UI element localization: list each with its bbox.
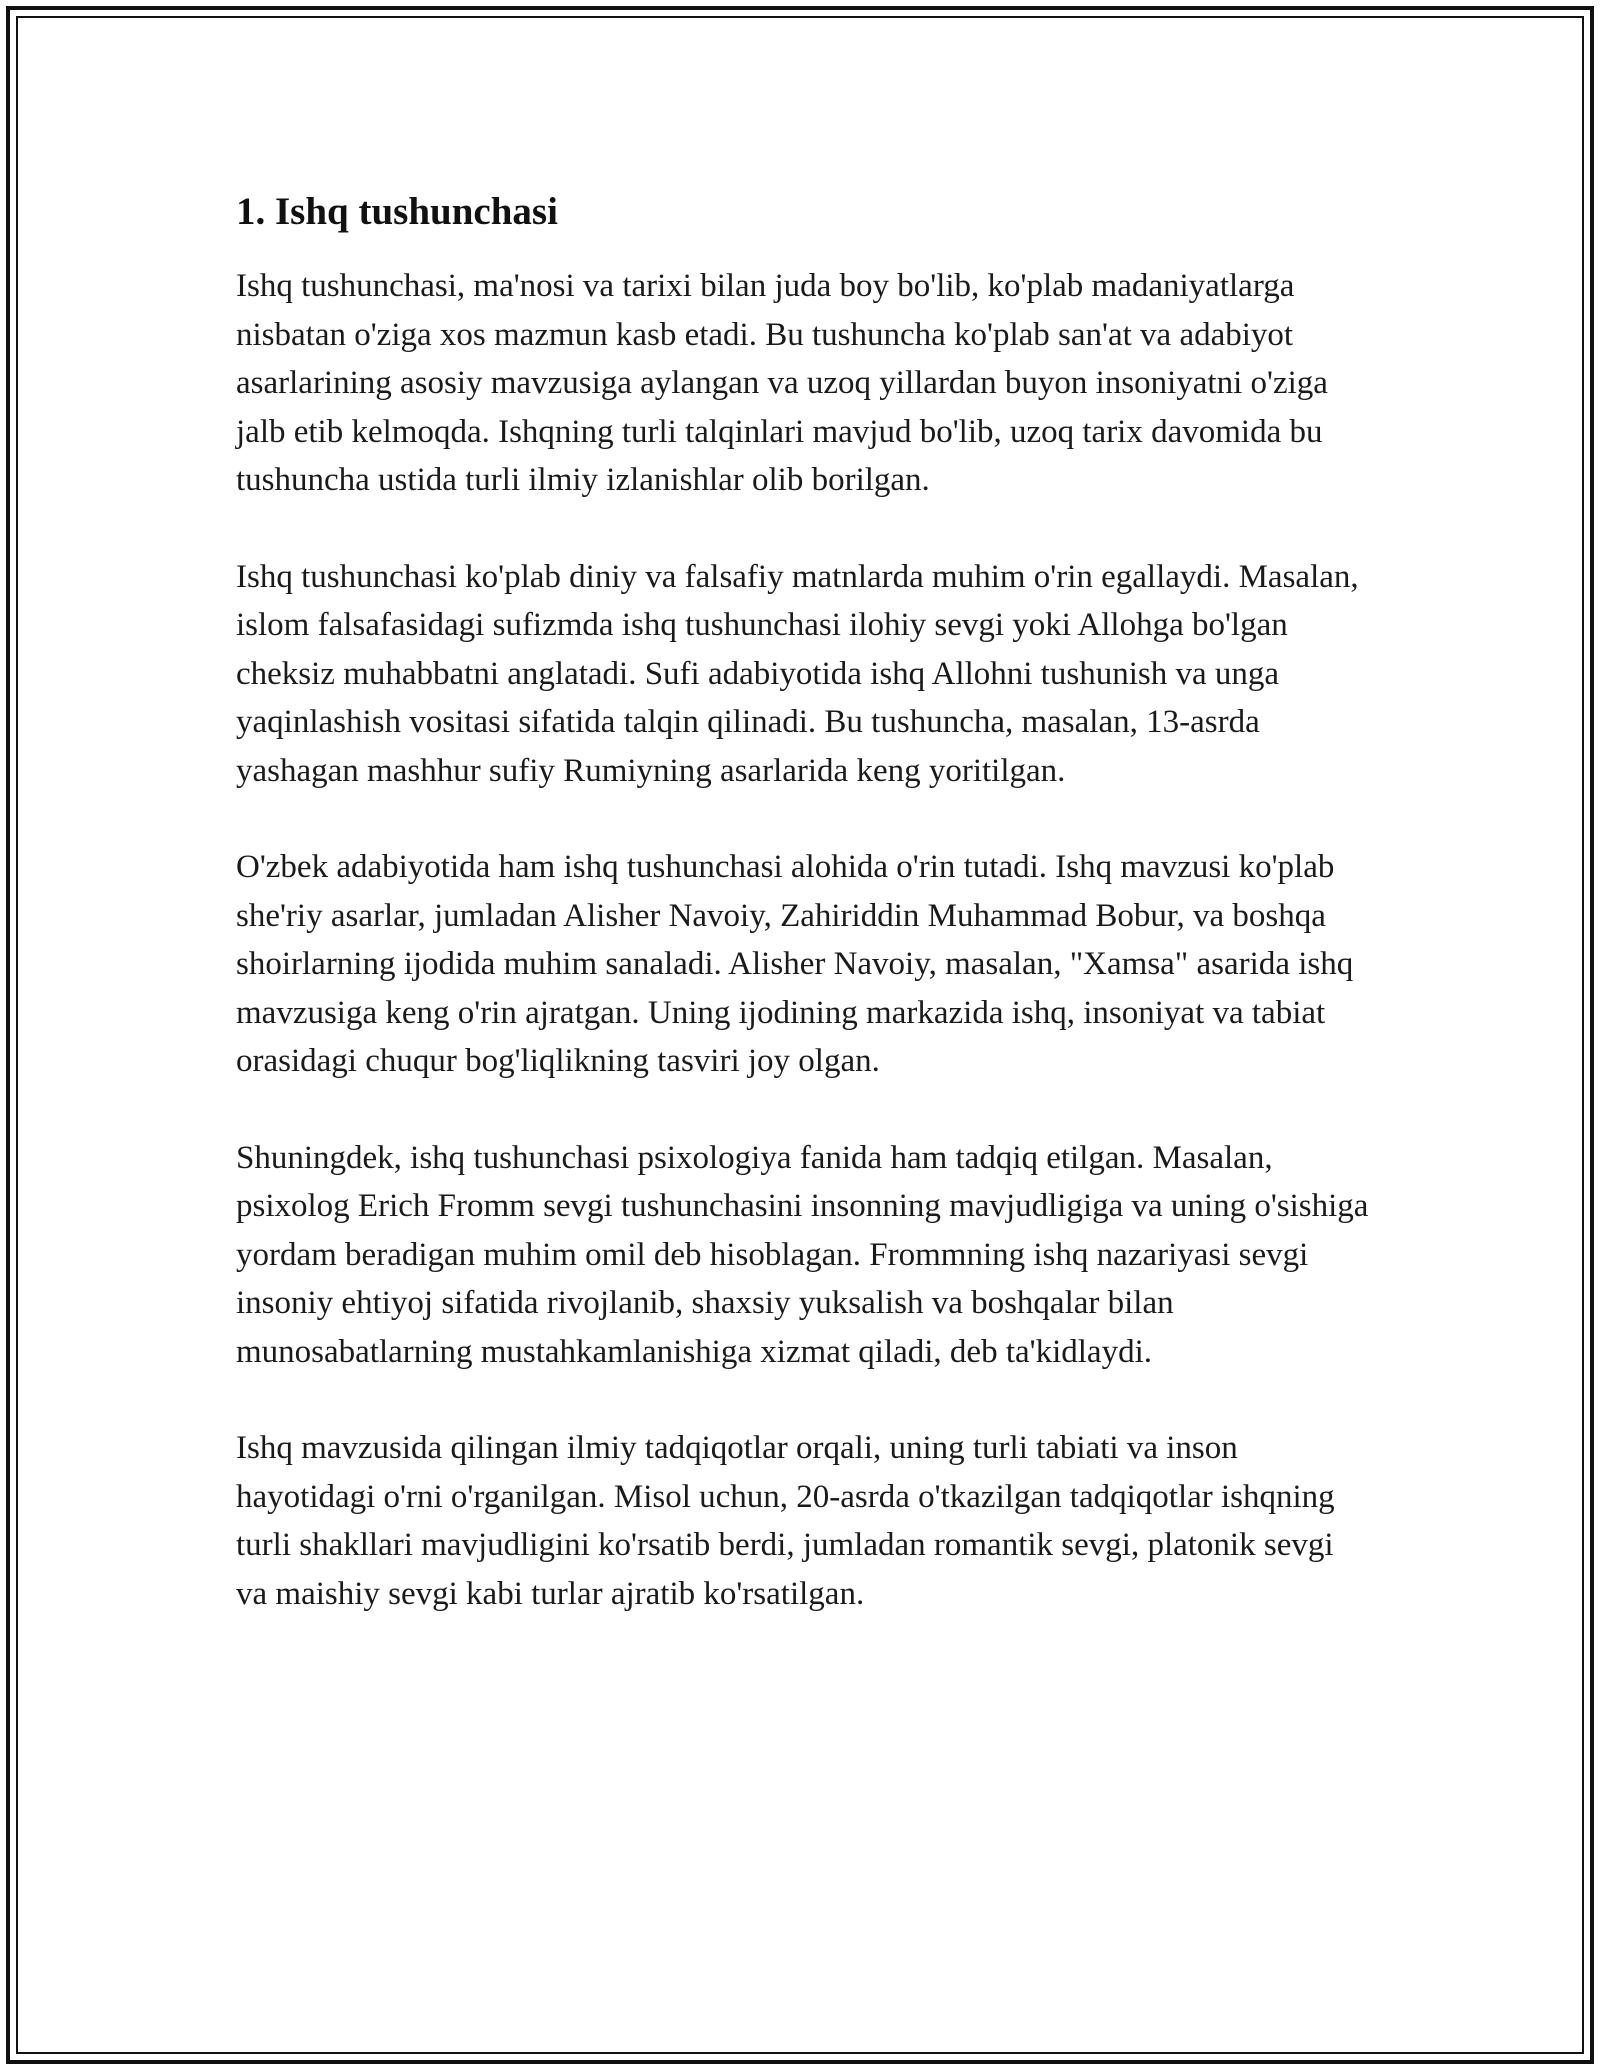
paragraph-5: Ishq mavzusida qilingan ilmiy tadqiqotlar orqali, uning turli tabiati va inson hayotidagi o'rni o'rganilgan. Misol uchun, 20-asrda o'tkazilgan tadqiqotlar ishqning turli shakllari mavjudligini ko'rsatib berdi, jumladan romantik sevgi, platonik sevgi va maishiy sevgi kabi turlar ajratib ko'rsatilgan.	[236, 1430, 1335, 1612]
paragraph-4: Shuningdek, ishq tushunchasi psixologiya fanida ham tadqiq etilgan. Masalan, psixolog Erich Fromm sevgi tushunchasini insonning mavjudligiga va uning o'sishiga yordam beradigan muhim omil deb hisoblagan. Frommning ishq nazariyasi sevgi insoniy ehtiyoj sifatida rivojlanib, shaxsiy yuksalish va boshqalar bilan munosabatlarning mustahkamlanishiga xizmat qiladi, deb ta'kidlaydi.	[236, 1139, 1369, 1370]
paragraph-1: Ishq tushunchasi, ma'nosi va tarixi bilan juda boy bo'lib, ko'plab madaniyatlarga nisbatan o'ziga xos mazmun kasb etadi. Bu tushuncha ko'plab san'at va adabiyot asarlarining asosiy mavzusiga aylangan va uzoq yillardan buyon insoniyatni o'ziga jalb etib kelmoqda. Ishqning turli talqinlari mavjud bo'lib, uzoq tarix davomida bu tushuncha ustida turli ilmiy izlanishlar olib borilgan.	[236, 268, 1328, 498]
paragraph-3: O'zbek adabiyotida ham ishq tushunchasi alohida o'rin tutadi. Ishq mavzusi ko'plab she'riy asarlar, jumladan Alisher Navoiy, Zahiriddin Muhammad Bobur, va boshqa shoirlarning ijodida muhim sanaladi. Alisher Navoiy, masalan, "Xamsa" asarida ishq mavzusiga keng o'rin ajratgan. Uning ijodining markazida ishq, insoniyat va tabiat orasidagi chuqur bog'liqlikning tasviri joy olgan.	[236, 849, 1354, 1079]
document-body	[236, 186, 1371, 1666]
paragraph-2: Ishq tushunchasi ko'plab diniy va falsafiy matnlarda muhim o'rin egallaydi. Masalan, islom falsafasidagi sufizmda ishq tushunchasi ilohiy sevgi yoki Allohga bo'lgan cheksiz muhabbatni anglatadi. Sufi adabiyotida ishq Allohni tushunish va unga yaqinlashish vositasi sifatida talqin qilinadi. Bu tushuncha, masalan, 13-asrda yashagan mashhur sufiy Rumiyning asarlarida keng yoritilgan.	[236, 558, 1359, 789]
section-heading: 1. Ishq tushunchasi	[236, 190, 558, 233]
